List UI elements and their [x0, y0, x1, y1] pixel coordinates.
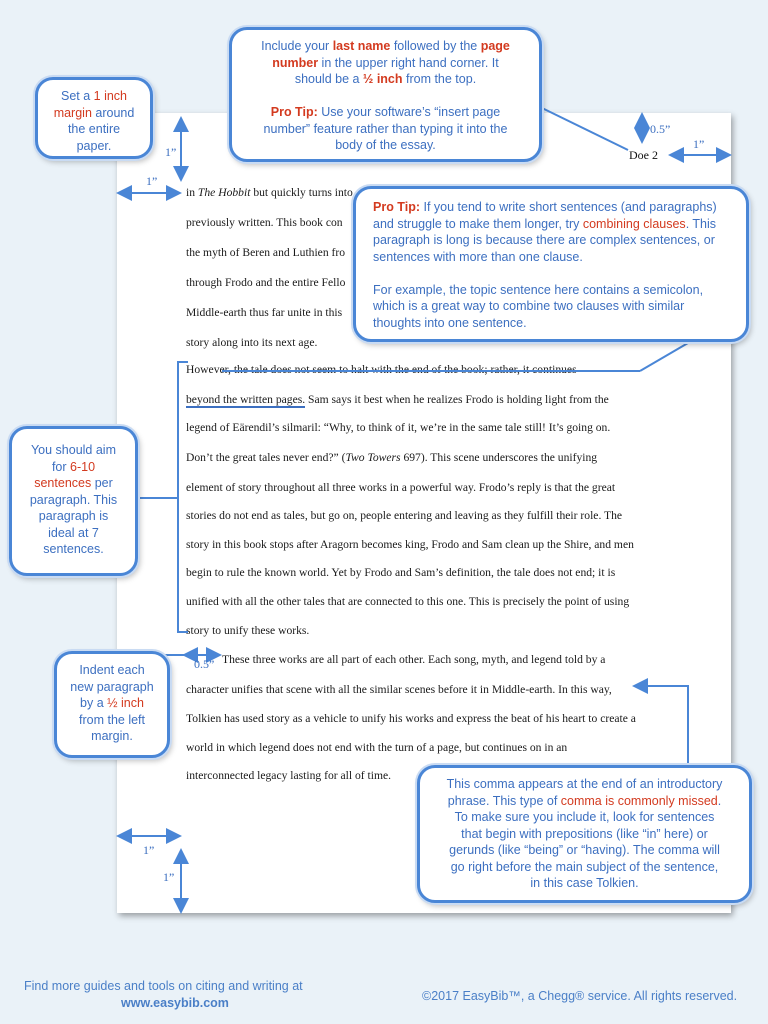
- bottom-left-margin-label: 1”: [143, 843, 155, 857]
- essay-text: Tolkien has used story as a vehicle to unify his works and express the beat of his heart to create a: [186, 712, 636, 725]
- callout-text: phrase. This type of: [447, 793, 561, 808]
- highlight-text: Pro Tip:: [270, 105, 318, 119]
- essay-text: the myth of Beren and Luthien fro: [186, 246, 346, 259]
- page-number-callout-line: [232, 71, 539, 88]
- highlight-text: 1 inch: [93, 89, 128, 103]
- callout-text: paragraph is long is because there are complex sentences, or: [373, 233, 715, 247]
- sentences-callout-line: [12, 508, 135, 525]
- highlight-text: margin: [53, 105, 92, 120]
- essay-text: story along into its next age.: [186, 336, 318, 349]
- indent-callout-line: [57, 695, 167, 712]
- margin-callout-line: [38, 121, 150, 138]
- comma-callout-line: [420, 793, 749, 810]
- callout-text: for: [51, 459, 71, 474]
- callout-text: For example, the topic sentence here contains a semicolon,: [373, 282, 704, 297]
- essay-text: Sam says it best when he realizes Frodo is holding light from the: [305, 393, 609, 406]
- clauses-callout-line: [373, 199, 746, 216]
- margin-callout-line: [38, 138, 150, 155]
- callout-text: sentences with more than one clause.: [373, 249, 583, 264]
- comma-callout-line: [420, 875, 749, 892]
- clauses-tip-callout: [353, 186, 749, 342]
- essay-text: story to unify these works.: [186, 624, 310, 637]
- callout-text: should be a: [294, 72, 363, 86]
- indent-callout-line: [57, 728, 167, 745]
- sentences-callout-line: [12, 525, 135, 542]
- italic-title: Two Towers: [345, 451, 401, 464]
- callout-text: which is a great way to combine two clauses with similar: [373, 299, 685, 313]
- running-head: Doe 2: [629, 148, 658, 162]
- essay-text: through Frodo and the entire Fello: [186, 276, 346, 289]
- callout-text: paragraph. This: [29, 492, 118, 507]
- highlight-text: 6-10: [70, 459, 96, 474]
- highlight-text: comma is commonly missed: [560, 793, 718, 808]
- bottom-margin-label: 1”: [163, 870, 175, 884]
- essay-text: in: [186, 186, 198, 199]
- callout-text: sentences.: [43, 542, 104, 556]
- clauses-callout-line: [373, 249, 746, 266]
- callout-text: new paragraph: [70, 679, 154, 694]
- clauses-callout-line: [373, 232, 746, 249]
- callout-text: If you tend to write short sentences (and paragraphs): [420, 200, 717, 214]
- indent-callout: [54, 651, 170, 758]
- comma-callout-line: [420, 809, 749, 826]
- sentences-callout: [9, 426, 138, 576]
- callout-text: ideal at 7: [48, 525, 99, 540]
- callout-text: followed by the: [390, 39, 481, 53]
- callout-text: thoughts into one sentence.: [373, 315, 527, 330]
- callout-text: in this case Tolkien.: [530, 876, 639, 890]
- clauses-callout-line: [373, 315, 746, 332]
- clauses-callout-line: [373, 216, 746, 233]
- highlight-text: ½ inch: [362, 72, 403, 86]
- essay-text: legend of Eärendil’s silmaril: “Why, to think of it, we’re in the same tale still! It’s going on.: [186, 421, 611, 434]
- callout-text: number” feature rather than typing it into the: [263, 121, 508, 136]
- sentences-callout-line: [12, 541, 135, 558]
- page-number-callout: [229, 27, 542, 162]
- callout-text: from the top.: [402, 72, 477, 86]
- indent-callout-line: [57, 662, 167, 679]
- footer-guides-text: Find more guides and tools on citing and writing at: [24, 979, 303, 993]
- page-number-callout-line: [232, 38, 539, 55]
- top-margin-label: 1”: [165, 145, 177, 159]
- highlight-text: number: [272, 55, 319, 70]
- callout-text: You should aim: [30, 443, 117, 457]
- italic-title: The Hobbit: [197, 186, 251, 199]
- highlight-text: page: [480, 39, 510, 53]
- callout-text: around: [91, 105, 135, 120]
- essay-text: stories do not end as tales, but go on, people entering and leaving as they fulfill their role. The: [186, 509, 623, 522]
- essay-text: previously written. This book con: [186, 216, 343, 229]
- callout-text: margin.: [91, 729, 133, 743]
- highlight-text: combining clauses: [582, 216, 686, 231]
- essay-text: element of story throughout all three works in a powerful way. Frodo’s reply is that the great: [186, 481, 616, 494]
- comma-callout-line: [420, 826, 749, 843]
- essay-text: However, the tale does not seem to halt with the end of the book; rather, it continues: [186, 363, 577, 376]
- comma-callout-line: [420, 842, 749, 859]
- essay-text: Don’t the great tales never end?” (: [186, 451, 346, 464]
- left-margin-label: 1”: [146, 174, 158, 188]
- margin-callout: [35, 77, 153, 159]
- comma-callout: [417, 765, 752, 903]
- indent-callout-line: [57, 679, 167, 696]
- callout-text: . This: [685, 216, 717, 231]
- essay-text: story in this book stops after Aragorn becomes king, Frodo and Sam clean up the Shire, and men: [186, 538, 634, 551]
- clauses-callout-line: [373, 298, 746, 315]
- essay-text: These three works are all part of each other. Each song, myth, and legend told by a: [222, 653, 606, 666]
- callout-text: per: [91, 476, 113, 490]
- essay-text: unified with all the other tales that are connected to this one. This is precisely the point of using: [186, 595, 630, 608]
- callout-text: the entire: [67, 122, 121, 136]
- callout-text: by a: [80, 696, 108, 710]
- page-number-callout-line: [232, 104, 539, 121]
- footer-copyright: ©2017 EasyBib™, a Chegg® service. All rights reserved.: [422, 989, 738, 1003]
- highlight-text: Pro Tip:: [373, 200, 420, 214]
- callout-text: go right before the main subject of the sentence,: [450, 859, 719, 874]
- comma-callout-line: [420, 859, 749, 876]
- margin-callout-line: [38, 105, 150, 122]
- right-margin-label: 1”: [693, 137, 705, 151]
- callout-text: from the left: [79, 712, 145, 727]
- clauses-callout-line: [373, 282, 746, 299]
- callout-text: gerunds (like “being” or “having). The comma will: [449, 843, 720, 857]
- callout-text: Indent each: [79, 663, 145, 677]
- callout-text: This comma appears at the end of an introductory: [446, 777, 723, 791]
- callout-text: in the upper right hand corner. It: [318, 55, 499, 70]
- essay-text: Middle-earth thus far unite in this: [186, 306, 343, 319]
- callout-text: Set a: [60, 89, 94, 103]
- top-half-inch-label: 0.5”: [650, 122, 671, 136]
- highlight-text: last name: [332, 39, 391, 53]
- sentences-callout-line: [12, 475, 135, 492]
- essay-text: begin to rule the known world. Yet by Frodo and Sam’s definition, the tale does not end; it is: [186, 566, 616, 579]
- callout-text: paragraph is: [38, 509, 109, 523]
- sentences-callout-line: [12, 492, 135, 509]
- page-number-callout-line: [232, 55, 539, 72]
- essay-text: interconnected legacy lasting for all of time.: [186, 769, 392, 782]
- essay-text: world in which legend does not end with the turn of a page, but continues on in an: [186, 741, 568, 754]
- callout-text: paper.: [76, 138, 112, 153]
- callout-text: To make sure you include it, look for sentences: [454, 810, 715, 824]
- callout-text: .: [717, 793, 722, 808]
- callout-text: Include your: [261, 39, 333, 53]
- page-number-callout-line: [232, 121, 539, 138]
- page-number-callout-line: [232, 88, 539, 105]
- highlight-text: sentences: [34, 476, 92, 490]
- footer-website-link[interactable]: www.easybib.com: [121, 996, 229, 1010]
- callout-text: that begin with prepositions (like “in” here) or: [461, 826, 708, 841]
- indent-label: 0.5”: [194, 657, 215, 671]
- comma-callout-line: [420, 776, 749, 793]
- essay-text: 697). This scene underscores the unifying: [400, 451, 598, 464]
- margin-callout-line: [38, 88, 150, 105]
- callout-text: Use your software’s “insert page: [317, 105, 501, 119]
- clauses-callout-line: [373, 265, 746, 282]
- essay-text: but quickly turns into: [250, 186, 353, 199]
- essay-text: character unifies that scene with all the similar scenes before it in Middle-earth. In this way,: [186, 683, 612, 696]
- sentences-callout-line: [12, 442, 135, 459]
- page-number-callout-line: [232, 137, 539, 154]
- callout-text: body of the essay.: [335, 138, 436, 152]
- sentences-callout-line: [12, 459, 135, 476]
- indent-callout-line: [57, 712, 167, 729]
- essay-text: beyond the written pages.: [186, 393, 306, 406]
- callout-text: and struggle to make them longer, try: [373, 216, 583, 231]
- highlight-text: ½ inch: [107, 696, 144, 710]
